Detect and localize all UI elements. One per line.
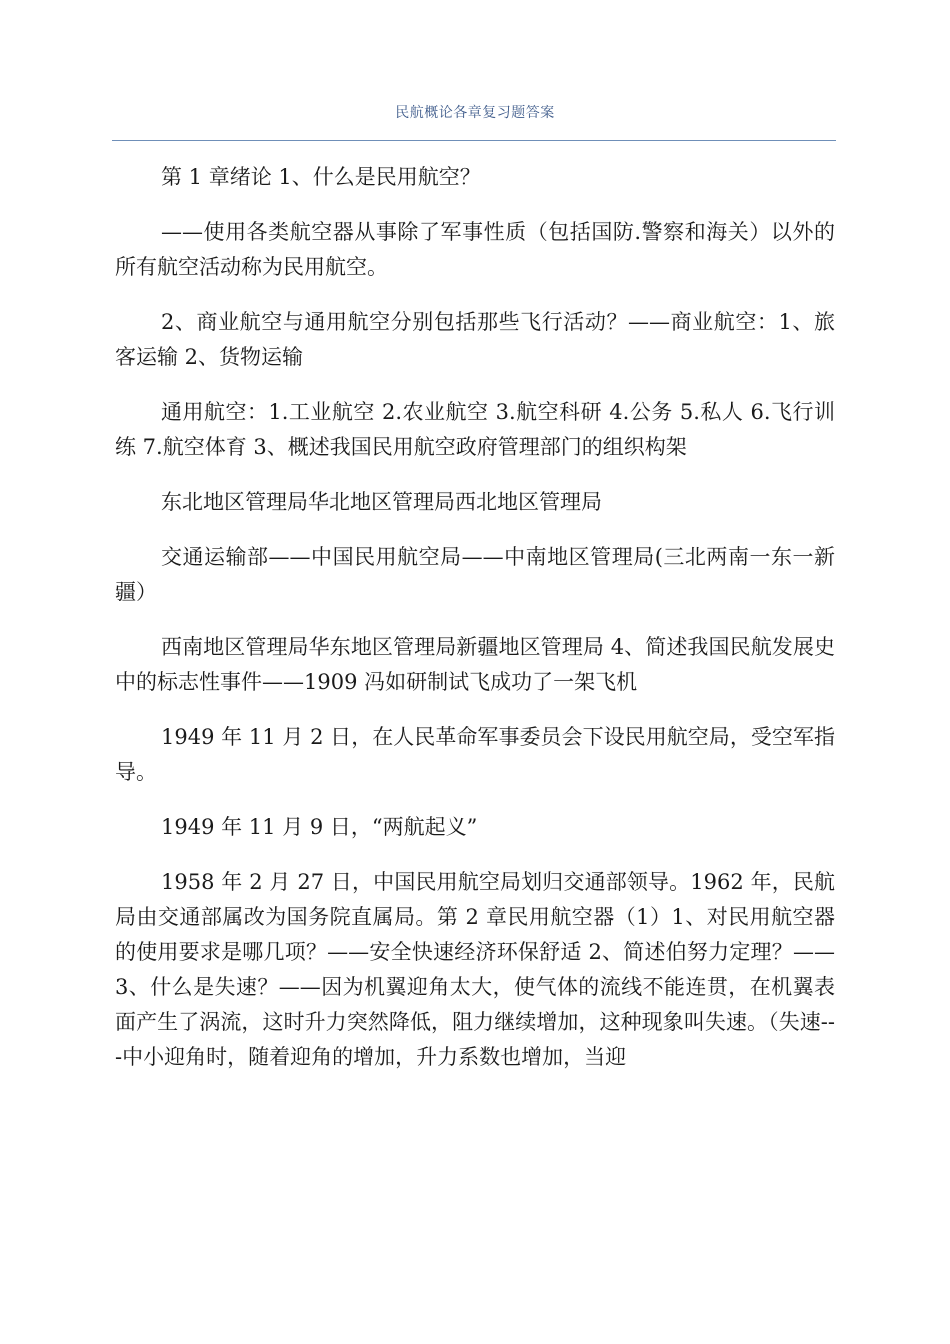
paragraph-1958-chapter2: 1958 年 2 月 27 日，中国民用航空局划归交通部领导。1962 年，民航局由交通部属改为国务院直属局。第 2 章民用航空器（1）1、对民用航空器的使用要求是哪几项？——安全快速经济环保舒适 2、简述伯努力定理？——3、什么是失速？——因为机翼迎角太大，使气体的流线不能连贯，在机翼表面产生了涡流，这时升力突然降低，阻力继续增加，这种现象叫失速。（失速---中小迎角时，随着迎角的增加，升力系数也增加，当迎 [115, 870, 835, 1069]
paragraph-regional-bureaus-north: 东北地区管理局华北地区管理局西北地区管理局 [161, 490, 602, 514]
paragraph-1949-nov-2: 1949 年 11 月 2 日，在人民革命军事委员会下设民用航空局，受空军指导。 [115, 725, 835, 784]
page-header-title: 民航概论各章复习题答案 [395, 105, 555, 121]
paragraph-regional-bureaus-south: 西南地区管理局华东地区管理局新疆地区管理局 4、简述我国民航发展史中的标志性事件——1909 冯如研制试飞成功了一架飞机 [115, 635, 835, 694]
paragraph-general-aviation-list: 通用航空：1.工业航空 2.农业航空 3.航空科研 4.公务 5.私人 6.飞行训练 7.航空体育 3、概述我国民用航空政府管理部门的组织构架 [115, 400, 835, 459]
paragraph-chapter1-q1: 第 1 章绪论 1、什么是民用航空？ [161, 165, 481, 189]
paragraph-answer-civil-aviation: ——使用各类航空器从事除了军事性质（包括国防.警察和海关）以外的所有航空活动称为民用航空。 [115, 220, 835, 279]
header-divider [112, 140, 836, 141]
paragraph-1949-nov-9: 1949 年 11 月 9 日，“两航起义” [161, 815, 478, 839]
document-body [115, 160, 835, 1075]
paragraph-ministry-structure: 交通运输部——中国民用航空局——中南地区管理局(三北两南一东一新疆） [115, 545, 835, 604]
paragraph-q2-commercial-general: 2、商业航空与通用航空分别包括那些飞行活动？——商业航空：1、旅客运输 2、货物运输 [115, 310, 835, 369]
